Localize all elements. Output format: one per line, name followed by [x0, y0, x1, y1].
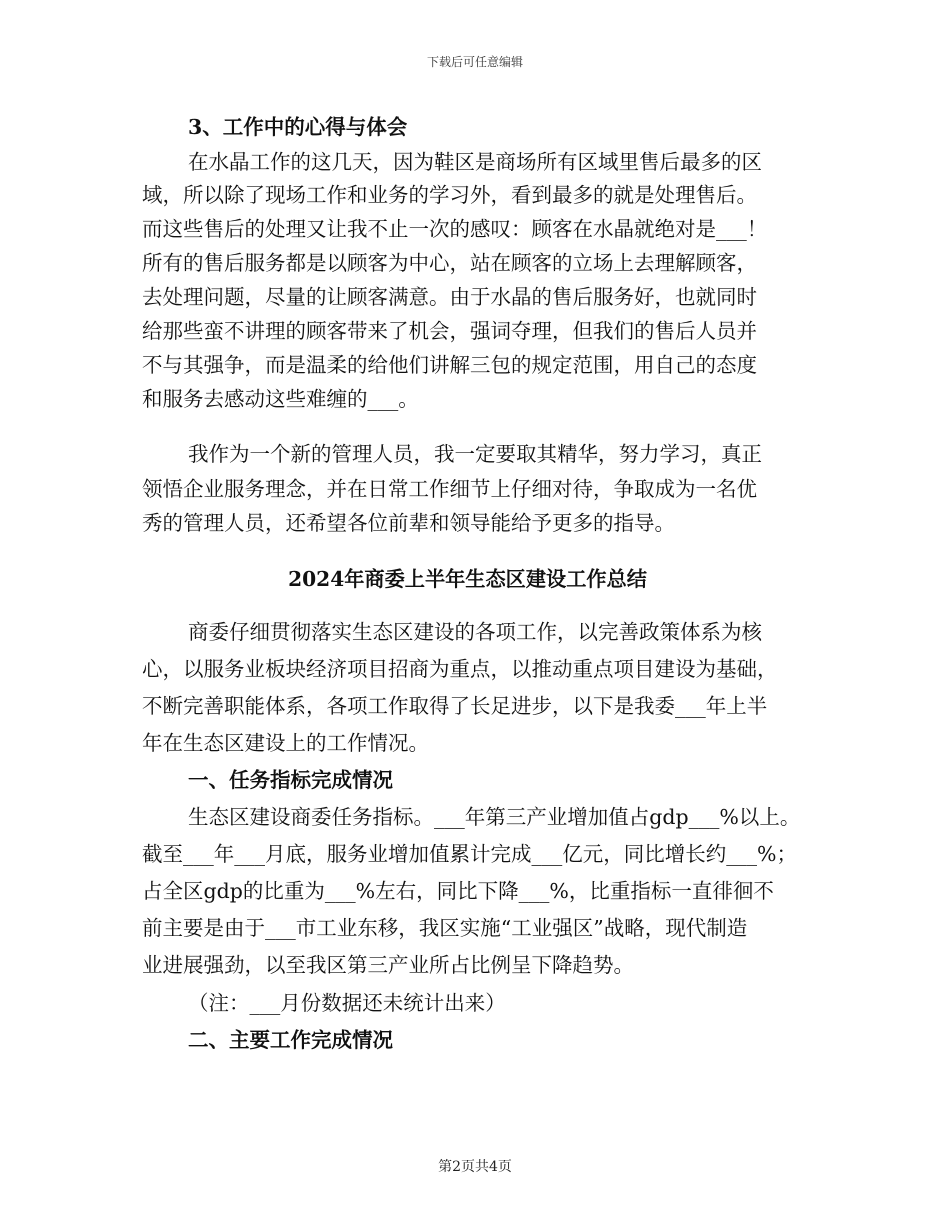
paragraph-text: 给那些蛮不讲理的顾客带来了机会，强词夺理，但我们的售后人员并 [142, 319, 757, 343]
section3-heading-row [0, 112, 950, 142]
paragraph-line [0, 617, 950, 647]
paragraph-line [0, 384, 950, 414]
header-note: 下载后可任意编辑 [426, 55, 523, 69]
paragraph-text: 所有的售后服务都是以顾客为中心，站在顾客的立场上去理解顾客， [142, 251, 757, 275]
paragraph-line [0, 350, 950, 380]
paragraph-line [0, 248, 950, 278]
paragraph-text: 我作为一个新的管理人员，我一定要取其精华，努力学习，真正 [188, 442, 762, 466]
paragraph-line [0, 691, 950, 721]
paragraph-text: 去处理问题，尽量的让顾客满意。由于水晶的售后服务好，也就同时 [142, 285, 757, 309]
paragraph-line [0, 147, 950, 177]
section1-heading: 一、任务指标完成情况 [188, 768, 393, 792]
section1-heading-row [0, 765, 950, 795]
paragraph-text: 不断完善职能体系，各项工作取得了长足进步，以下是我委___年上半 [142, 694, 768, 718]
paragraph-text: 和服务去感动这些难缠的___。 [142, 387, 419, 411]
paragraph-line [0, 876, 950, 906]
section2-heading-row [0, 1025, 950, 1055]
paragraph-text: 占全区gdp的比重为___%左右，同比下降___%，比重指标一直徘徊不 [142, 879, 774, 903]
paragraph-text: 心，以服务业板块经济项目招商为重点，以推动重点项目建设为基础， [142, 657, 778, 681]
paragraph-line [0, 316, 950, 346]
paragraph-text: 年在生态区建设上的工作情况。 [142, 731, 429, 755]
paragraph-text: 不与其强争，而是温柔的给他们讲解三包的规定范围，用自己的态度 [142, 353, 757, 377]
paragraph-text: 生态区建设商委任务指标。___年第三产业增加值占gdp___%以上。 [188, 805, 801, 829]
paragraph-line [0, 282, 950, 312]
paragraph-text: 前主要是由于___市工业东移，我区实施“工业强区”战略，现代制造 [142, 916, 748, 940]
note-row [0, 988, 950, 1018]
paragraph-text: 而这些售后的处理又让我不止一次的感叹：顾客在水晶就绝对是___！ [142, 217, 768, 241]
data-note: （注：___月份数据还未统计出来） [188, 991, 506, 1015]
report-title: 2024年商委上半年生态区建设工作总结 [288, 567, 647, 591]
section3-heading: 3、工作中的心得与体会 [188, 115, 408, 139]
paragraph-line [0, 439, 950, 469]
paragraph-text: 域，所以除了现场工作和业务的学习外，看到最多的就是处理售后。 [142, 183, 757, 207]
paragraph-line [0, 654, 950, 684]
paragraph-line [0, 214, 950, 244]
paragraph-line [0, 474, 950, 504]
paragraph-text: 商委仔细贯彻落实生态区建设的各项工作，以完善政策体系为核 [188, 620, 762, 644]
section2-heading: 二、主要工作完成情况 [188, 1028, 393, 1052]
paragraph-line [0, 839, 950, 869]
paragraph-line [0, 913, 950, 943]
paragraph-line [0, 508, 950, 538]
paragraph-line [0, 802, 950, 832]
page-number: 第2页共4页 [438, 1159, 512, 1175]
report-title-row [0, 564, 950, 594]
paragraph-text: 截至___年___月底，服务业增加值累计完成___亿元，同比增长约___%； [142, 842, 797, 866]
paragraph-text: 业进展强劲，以至我区第三产业所占比例呈下降趋势。 [142, 953, 634, 977]
paragraph-line [0, 950, 950, 980]
paragraph-text: 领悟企业服务理念，并在日常工作细节上仔细对待，争取成为一名优 [142, 477, 757, 501]
paragraph-text: 秀的管理人员，还希望各位前辈和领导能给予更多的指导。 [142, 511, 675, 535]
paragraph-line [0, 728, 950, 758]
paragraph-line [0, 180, 950, 210]
paragraph-text: 在水晶工作的这几天，因为鞋区是商场所有区域里售后最多的区 [188, 150, 762, 174]
